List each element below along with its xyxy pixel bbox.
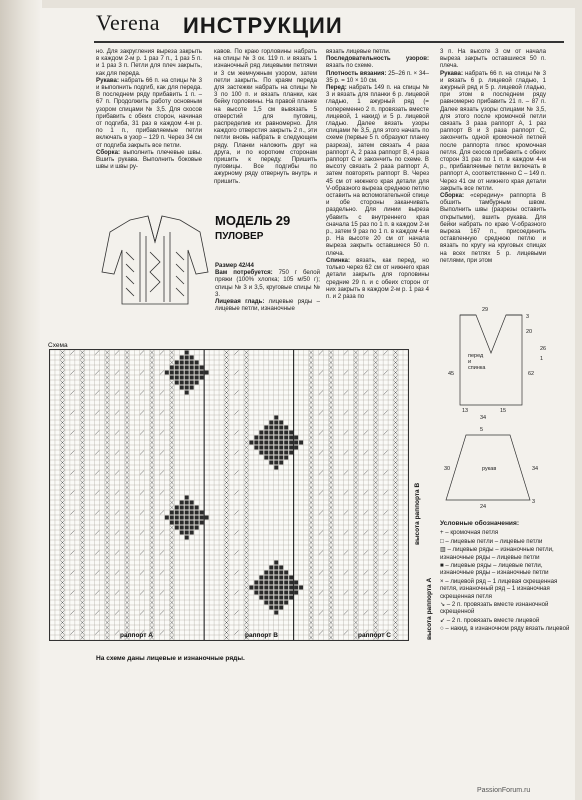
col3-p1-head: Последовательность узоров: — [326, 55, 429, 63]
chart-purl-cell — [279, 436, 283, 440]
chart-purl-cell — [264, 456, 268, 460]
rapport-b-label: раппорт В — [245, 632, 278, 639]
knitting-chart — [49, 349, 409, 641]
chart-purl-cell — [180, 381, 184, 385]
chart-purl-cell — [284, 581, 288, 585]
chart-purl-cell — [180, 386, 184, 390]
col1-p3: выполнить плечевые швы. Вшить рукава. Выполнить боковые швы и швы ру- — [96, 148, 202, 171]
chart-purl-cell — [279, 441, 283, 445]
chart-purl-cell — [264, 601, 268, 605]
chart-purl-cell — [284, 571, 288, 575]
dim-1: 1 — [540, 356, 544, 362]
col1-p2-head: Рукава: — [96, 76, 119, 84]
chart-purl-cell — [185, 531, 189, 535]
chart-purl-cell — [294, 591, 298, 595]
chart-purl-cell — [175, 376, 179, 380]
chart-purl-cell — [289, 431, 293, 435]
chart-purl-cell — [269, 456, 273, 460]
chart-purl-cell — [289, 451, 293, 455]
chart-purl-cell — [279, 601, 283, 605]
model-subtitle: ПУЛОВЕР — [215, 231, 264, 242]
chart-purl-cell — [185, 511, 189, 515]
legend-item: ↘ – 2 п. провязать вместе изнаночной скрещенной — [440, 601, 549, 616]
chart-purl-cell — [264, 436, 268, 440]
chart-purl-cell — [190, 511, 194, 515]
chart-purl-cell — [190, 516, 194, 520]
chart-purl-cell — [175, 361, 179, 365]
chart-purl-cell — [279, 461, 283, 465]
chart-purl-cell — [175, 511, 179, 515]
legend-item: ↙ – 2 п. провязать вместе лицевой — [440, 616, 540, 624]
model-title: МОДЕЛЬ 29 — [215, 213, 291, 228]
text-column-2 — [214, 48, 317, 208]
chart-purl-cell — [279, 566, 283, 570]
legend-item: ○ – накид, в изнаночном ряду вязать лицевой — [440, 625, 570, 633]
chart-purl-cell — [264, 571, 268, 575]
chart-purl-cell — [195, 511, 199, 515]
chart-purl-cell — [274, 451, 278, 455]
chart-purl-cell — [195, 506, 199, 510]
chart-purl-cell — [254, 436, 258, 440]
chart-purl-cell — [264, 451, 268, 455]
col3-p2: 25–26 п. × 34–35 р. = 10 × 10 см. — [326, 69, 429, 84]
chart-purl-cell — [175, 516, 179, 520]
chart-purl-cell — [170, 376, 174, 380]
chart-purl-cell — [299, 586, 303, 590]
dim-15: 15 — [500, 408, 507, 414]
col4-p2-head: Рукава: — [440, 69, 463, 77]
chart-purl-cell — [274, 596, 278, 600]
chart-purl-cell — [274, 576, 278, 580]
chart-purl-cell — [274, 421, 278, 425]
chart-purl-cell — [190, 521, 194, 525]
chart-purl-cell — [185, 496, 189, 500]
chart-purl-cell — [190, 361, 194, 365]
chart-purl-cell — [269, 421, 273, 425]
chart-purl-cell — [175, 506, 179, 510]
col3-p3: набрать 149 п. на спицы № 3 и вязать для планки 6 р. лицевой гладью, 1 ажурный ряд (= попеременно 2 п. провязать вместе лицевой, 1 накид) и 5 р. лицевой гладью. Далее вязать узоры спицами № 3,5, для этого начать по схеме (первые 5 п. образуют планку разреза), затем связать 4 раза раппорт А, 2 раза раппорт В, 4 раза раппорт С и закончить по схеме. В высоту связать 2 раза раппорт А, затем повторять раппорт В. Через 45 см от нижнего края детали для V-образного выреза среднюю петлю оставить на вспомогательной спице и обе стороны заканчивать раздельно. Для линии выреза убавить с внутреннего края сначала 15 раз по 1 п. в каждом 2-м р., затем 9 раз по 1 п. в каждом 4-м р. На высоте 20 см от начала выреза закрыть оставшиеся 50 п. плеча. — [326, 84, 429, 257]
chart-purl-cell — [274, 591, 278, 595]
chart-purl-cell — [200, 366, 204, 370]
chart-purl-cell — [205, 516, 209, 520]
col2-p1: кавов. По краю горловины набрать на спицы № 3 ок. 119 п. и вязать 1 изнаночный ряд лицевыми петлями и 3 см жемчужным узором, затем петли закрыть. По краям переда для застежки набрать на спицы № 3 по 100 п. и вязать планки, как бейку горловины. На правой планке на высоте 1,5 см вывязать 5 отверстий для пуговиц, распределив их равномерно. Для каждого отверстия закрыть 2 п., эти петли вновь набрать в следующем ряду. Планки наложить друг на друга, и по коротким сторонам пришить к переду. Пришить пуговицы. Все подгибы по ажурному ряду отвернуть внутрь и пришить. — [214, 48, 317, 185]
chart-purl-cell — [185, 371, 189, 375]
chart-purl-cell — [269, 581, 273, 585]
chart-purl-cell — [279, 606, 283, 610]
chart-purl-cell — [299, 441, 303, 445]
chart-purl-cell — [249, 441, 253, 445]
chart-purl-cell — [185, 521, 189, 525]
chart-purl-cell — [170, 366, 174, 370]
chart-purl-cell — [269, 431, 273, 435]
chart-purl-cell — [190, 501, 194, 505]
chart-purl-cell — [269, 451, 273, 455]
chart-purl-cell — [259, 576, 263, 580]
chart-purl-cell — [284, 596, 288, 600]
chart-purl-cell — [294, 436, 298, 440]
chart-purl-cell — [180, 511, 184, 515]
chart-purl-cell — [264, 431, 268, 435]
chart-purl-cell — [269, 586, 273, 590]
chart-purl-cell — [259, 446, 263, 450]
chart-purl-cell — [274, 416, 278, 420]
dim-45: 45 — [448, 371, 455, 377]
col1-p1: но. Для закругления выреза закрыть в каждом 2-м р. 1 раз 7 п., 1 раз 5 п. и 1 раз 3 п. Петли для плеч закрыть, как для переда. — [96, 48, 202, 77]
chart-purl-cell — [190, 531, 194, 535]
chart-purl-cell — [200, 516, 204, 520]
chart-gridline-path — [50, 350, 408, 640]
chart-purl-cell — [180, 501, 184, 505]
chart-purl-cell — [190, 366, 194, 370]
chart-purl-cell — [259, 451, 263, 455]
chart-purl-cell — [259, 436, 263, 440]
watermark: PassionForum.ru — [477, 787, 531, 794]
col1-p2: набрать 66 п. на спицы № 3 и выполнить подгиб, как для переда. В последнем ряду прибавить 1 п. – 67 п. Продолжить работу основным узором спицами № 3,5. Для скосов прибавить с обеих сторон, начиная от подгиба, 31 раз в каждом 4-м р. по 1 п., прибавляемые петли включать в узор – 129 п. Через 34 см от подгиба закрыть все петли. — [96, 76, 202, 149]
chart-purl-cell — [269, 571, 273, 575]
page-title: ИНСТРУКЦИИ — [183, 13, 343, 38]
chart-purl-cell — [180, 516, 184, 520]
chart-purl-cell — [165, 371, 169, 375]
chart-purl-cell — [274, 431, 278, 435]
chart-purl-cell — [279, 446, 283, 450]
chart-purl-cell — [289, 436, 293, 440]
brand-logo: Verena — [96, 10, 161, 35]
legend-title: Условные обозначения: — [440, 520, 520, 527]
chart-purl-cell — [190, 381, 194, 385]
chart-purl-cell — [185, 351, 189, 355]
schematic-front-label-1: перед — [468, 353, 484, 359]
chart-purl-cell — [264, 596, 268, 600]
dim-3b: 3 — [532, 499, 536, 505]
legend-item: □ – лицевые петли – лицевые петли — [440, 537, 543, 545]
chart-purl-cell — [274, 456, 278, 460]
chart-purl-cell — [279, 596, 283, 600]
chart-purl-cell — [264, 586, 268, 590]
chart-purl-cell — [170, 516, 174, 520]
col1-p3-head: Сборка: — [96, 148, 120, 156]
chart-purl-cell — [274, 571, 278, 575]
chart-purl-cell — [279, 431, 283, 435]
chart-purl-cell — [185, 356, 189, 360]
chart-purl-cell — [289, 441, 293, 445]
chart-purl-cell — [185, 381, 189, 385]
chart-purl-cell — [274, 601, 278, 605]
chart-purl-cell — [185, 376, 189, 380]
dim-3: 3 — [526, 314, 530, 320]
chart-purl-cell — [180, 521, 184, 525]
chart-purl-cell — [180, 531, 184, 535]
chart-purl-cell — [200, 371, 204, 375]
chart-purl-cell — [185, 391, 189, 395]
chart-purl-cell — [274, 566, 278, 570]
col3-p4-head: Спинка: — [326, 256, 350, 264]
chart-purl-cell — [185, 361, 189, 365]
specs-block — [215, 262, 320, 342]
chart-purl-cell — [165, 516, 169, 520]
schematic-sleeve-label: рукав — [482, 466, 497, 472]
chart-purl-cell — [259, 431, 263, 435]
dim-30: 30 — [444, 466, 451, 472]
chart-purl-cell — [195, 371, 199, 375]
chart-note: На схеме даны лицевые и изнаночные ряды. — [96, 655, 245, 662]
chart-purl-cell — [175, 521, 179, 525]
chart-purl-cell — [279, 591, 283, 595]
chart-purl-cell — [269, 601, 273, 605]
chart-purl-cell — [175, 371, 179, 375]
text-column-3 — [326, 48, 429, 343]
chart-purl-cell — [269, 606, 273, 610]
chart-purl-cell — [190, 371, 194, 375]
chart-purl-cell — [284, 436, 288, 440]
chart-purl-cell — [294, 581, 298, 585]
dim-13: 13 — [462, 408, 469, 414]
chart-purl-cell — [289, 581, 293, 585]
chart-purl-cell — [269, 591, 273, 595]
col3-p2-head: Плотность вязания: — [326, 69, 387, 77]
col3-p1: вязать по схеме. — [326, 62, 374, 70]
chart-purl-cell — [274, 606, 278, 610]
chart-purl-cell — [195, 516, 199, 520]
chart-purl-cell — [195, 366, 199, 370]
specs-need: 750 г белой пряжи (100% хлопка; 105 м/50 г); спицы № 3 и 3,5, круговые спицы № 3. — [215, 269, 320, 298]
chart-purl-cell — [289, 576, 293, 580]
chart-purl-cell — [170, 371, 174, 375]
chart-purl-cell — [190, 386, 194, 390]
chart-purl-cell — [284, 586, 288, 590]
chart-purl-cell — [279, 421, 283, 425]
chart-purl-cell — [190, 356, 194, 360]
chart-purl-cell — [274, 466, 278, 470]
schematic-front-label-3: спинка — [468, 365, 486, 371]
chart-purl-cell — [279, 451, 283, 455]
chart-grid-lines — [50, 350, 408, 640]
chart-purl-cell — [264, 441, 268, 445]
legend-item: × – лицевой ряд – 1 лицевая скрещенная петля, изнаночный ряд – 1 изнаночная скрещенная петля — [440, 577, 558, 600]
chart-purl-cell — [190, 376, 194, 380]
chart-purl-cell — [175, 526, 179, 530]
chart-purl-cell — [269, 461, 273, 465]
chart-purl-cell — [274, 461, 278, 465]
chart-purl-cell — [269, 596, 273, 600]
chart-purl-cell — [195, 381, 199, 385]
chart-purl-cell — [274, 441, 278, 445]
chart-purl-cell — [249, 586, 253, 590]
chart-purl-cell — [180, 506, 184, 510]
chart-purl-cell — [289, 586, 293, 590]
chart-purl-cell — [195, 361, 199, 365]
chart-purl-cell — [170, 521, 174, 525]
chart-purl-cell — [279, 586, 283, 590]
chart-purl-cell — [279, 426, 283, 430]
dim-26: 26 — [540, 346, 547, 352]
dim-24: 24 — [480, 504, 487, 510]
chart-purl-cell — [264, 591, 268, 595]
legend-item: + – кромочная петля — [440, 529, 499, 537]
specs-face-head: Лицевая гладь: — [215, 298, 265, 306]
dim-34: 34 — [480, 415, 487, 421]
col3-p0: вязать лицевые петли. — [326, 48, 391, 55]
col4-p3-head: Сборка: — [440, 192, 464, 200]
chart-purl-cell — [205, 371, 209, 375]
dim-62: 62 — [528, 371, 535, 377]
chart-purl-cell — [269, 441, 273, 445]
chart-purl-cell — [284, 601, 288, 605]
model-heading — [215, 213, 315, 247]
chart-purl-cell — [279, 571, 283, 575]
knitting-chart-grid — [50, 350, 408, 640]
chart-purl-cell — [185, 501, 189, 505]
chart-purl-cell — [274, 586, 278, 590]
chart-purl-cell — [180, 526, 184, 530]
chart-purl-cell — [195, 376, 199, 380]
chart-purl-cell — [254, 591, 258, 595]
chart-purl-cell — [289, 596, 293, 600]
chart-purl-cell — [289, 446, 293, 450]
chart-purl-cell — [269, 576, 273, 580]
rapport-a-height-label: высота раппорта А — [426, 577, 433, 640]
chart-purl-cell — [185, 386, 189, 390]
chart-purl-cell — [259, 581, 263, 585]
chart-purl-cell — [259, 586, 263, 590]
chart-purl-cell — [294, 441, 298, 445]
chart-purl-cell — [279, 581, 283, 585]
dim-34b: 34 — [532, 466, 539, 472]
legend-item: ■ – лицевые ряды – лицевые петли, изнаночные ряды – изнаночные петли — [440, 562, 549, 577]
chart-purl-cell — [274, 581, 278, 585]
chart-purl-cell — [279, 456, 283, 460]
chart-purl-cell — [264, 426, 268, 430]
chart-purl-cell — [284, 456, 288, 460]
chart-purl-cell — [274, 611, 278, 615]
dim-20: 20 — [526, 329, 533, 335]
page-binding — [0, 0, 42, 800]
chart-purl-cell — [195, 526, 199, 530]
chart-purl-cell — [259, 441, 263, 445]
chart-purl-cell — [284, 446, 288, 450]
text-column-1 — [96, 48, 202, 203]
col4-p2: набрать 66 п. на спицы № 3 и вязать 6 р. лицевой гладью, 1 ажурный ряд и 5 р. лицевой гладью, при этом в последнем ряду равномерно прибавить 21 п. – 87 п. Далее вязать узоры спицами № 3,5, для этого после кромочной петли связать 3 раза раппорт А, 1 раз раппорт В и 3 раза раппорт С, закончить одной кромочной петлей после раппорта плюс кромочная петля. Для скосов прибавить с обеих сторон 31 раз по 1 п. в каждом 4-м р., прибавляемые петли включать в раппорт А, соответственно С – 149 п. Через 41 см от нижнего края детали закрыть все петли. — [440, 69, 546, 192]
chart-purl-cell — [195, 521, 199, 525]
chart-purl-cell — [264, 581, 268, 585]
chart-purl-cell — [175, 381, 179, 385]
col3-p4: вязать, как перед, но только через 62 см от нижнего края детали закрыть для горловины средние 29 п. и с обеих сторон от них закрыть в каждом 2-м р. 1 раз 4 п. и 2 раза по — [326, 256, 429, 300]
chart-purl-cell — [274, 436, 278, 440]
text-column-4 — [440, 48, 546, 303]
sweater-sketch-image — [100, 212, 210, 307]
chart-purl-cell — [190, 506, 194, 510]
chart-purl-cell — [284, 451, 288, 455]
chart-purl-cell — [254, 446, 258, 450]
chart-purl-cell — [284, 576, 288, 580]
dim-29: 29 — [482, 307, 489, 313]
chart-purl-cell — [284, 441, 288, 445]
chart-purl-cell — [185, 366, 189, 370]
chart-purl-cell — [200, 511, 204, 515]
dim-5: 5 — [480, 427, 484, 433]
chart-purl-cell — [284, 591, 288, 595]
chart-purl-cell — [185, 526, 189, 530]
chart-purl-cell — [170, 511, 174, 515]
col4-p1: 3 п. На высоте 3 см от начала выреза закрыть оставшиеся 50 п. плеча. — [440, 48, 546, 70]
header-rule — [94, 41, 564, 43]
chart-purl-cell — [284, 426, 288, 430]
garment-schematic — [440, 305, 572, 515]
chart-purl-cell — [254, 441, 258, 445]
col4-p3: «середину» раппорта В обшить тамбурным швом. Выполнить швы (разрезы оставить открытыми), вшить рукава. Для бейки набрать по краю V-образного выреза 167 п., присоединить оставленную среднюю петлю и вязать по кругу на круговых спицах на всех петлях 5 р. лицевыми петлями, при этом — [440, 192, 546, 264]
chart-purl-cell — [269, 566, 273, 570]
rapport-c-label: раппорт С — [358, 632, 391, 639]
symbol-legend — [440, 520, 570, 634]
chart-purl-cell — [279, 576, 283, 580]
specs-face: лицевые ряды – лицевые петли, изнаночные — [215, 298, 320, 313]
chart-purl-cell — [259, 596, 263, 600]
chart-purl-cell — [294, 446, 298, 450]
chart-purl-cell — [200, 521, 204, 525]
chart-purl-cell — [180, 356, 184, 360]
chart-purl-cell — [274, 426, 278, 430]
chart-purl-cell — [180, 361, 184, 365]
chart-purl-cell — [190, 526, 194, 530]
chart-purl-cell — [180, 366, 184, 370]
chart-purl-cell — [185, 506, 189, 510]
chart-purl-cell — [259, 591, 263, 595]
chart-purl-cell — [274, 561, 278, 565]
specs-need-head: Вам потребуется: — [215, 269, 273, 277]
chart-purl-cell — [264, 576, 268, 580]
chart-purl-cell — [269, 446, 273, 450]
specs-size: Размер 42/44 — [215, 262, 254, 269]
schematic-front-label-2: и — [468, 359, 472, 365]
chart-purl-cell — [175, 366, 179, 370]
chart-purl-cell — [269, 436, 273, 440]
col3-p3-head: Перед: — [326, 84, 347, 92]
chart-purl-cell — [185, 516, 189, 520]
chart-purl-cell — [200, 376, 204, 380]
chart-purl-cell — [294, 586, 298, 590]
rapport-a-label: раппорт А — [120, 632, 153, 639]
legend-item: ▥ – лицевые ряды – изнаночные петли, изнаночные ряды – лицевые петли — [440, 546, 554, 561]
chart-purl-cell — [269, 426, 273, 430]
chart-label: Схема — [48, 342, 68, 349]
chart-purl-cell — [180, 371, 184, 375]
chart-purl-cell — [264, 446, 268, 450]
chart-purl-cell — [274, 446, 278, 450]
chart-purl-cell — [289, 591, 293, 595]
chart-purl-cell — [254, 586, 258, 590]
chart-purl-cell — [254, 581, 258, 585]
rapport-b-height-label: высота раппорта В — [414, 482, 421, 545]
chart-purl-cell — [180, 376, 184, 380]
chart-purl-cell — [185, 536, 189, 540]
chart-purl-cell — [284, 431, 288, 435]
